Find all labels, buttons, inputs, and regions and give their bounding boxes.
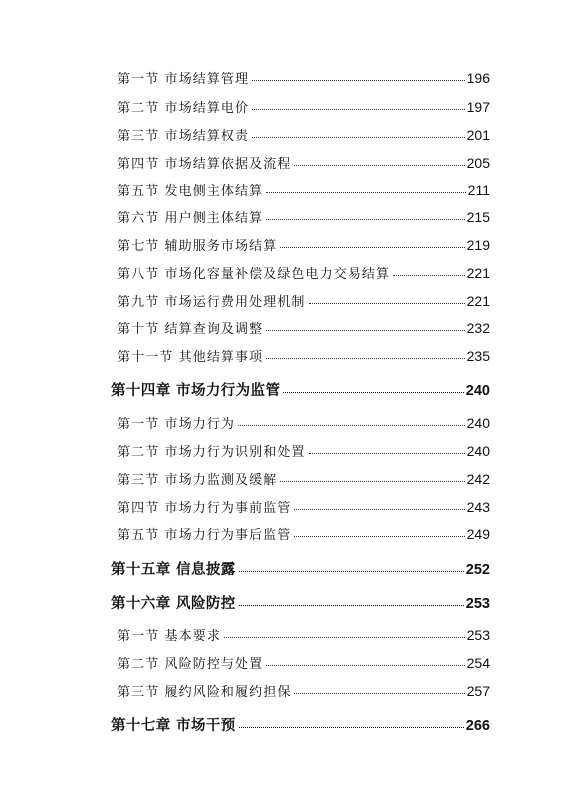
- dot-leader: [266, 330, 464, 331]
- toc-entry-label: 第六节 用户侧主体结算: [117, 211, 264, 226]
- dot-leader: [309, 453, 465, 454]
- toc-entry[interactable]: [117, 346, 490, 365]
- toc-page-number: 253: [466, 627, 490, 643]
- toc-chapter-entry[interactable]: [111, 558, 490, 579]
- toc-page-number: 249: [466, 526, 490, 542]
- toc-page-number: 201: [466, 127, 490, 143]
- toc-entry-label: 第二节 风险防控与处置: [117, 657, 264, 672]
- toc-entry[interactable]: [117, 235, 490, 254]
- toc-entry[interactable]: [117, 180, 490, 199]
- toc-entry-label: 第十一节 其他结算事项: [117, 350, 264, 365]
- toc-entry-label: 第二节 市场力行为识别和处置: [117, 445, 306, 460]
- toc-page-number: 253: [465, 596, 490, 612]
- toc-page-number: 257: [466, 683, 490, 699]
- dot-leader: [252, 137, 465, 138]
- toc-page-number: 215: [466, 209, 490, 225]
- dot-leader: [280, 247, 464, 248]
- toc-entry-label: 第一节 市场结算管理: [117, 72, 250, 87]
- dot-leader: [283, 392, 463, 393]
- toc-entry[interactable]: [117, 441, 490, 460]
- toc-entry[interactable]: [117, 207, 490, 226]
- dot-leader: [266, 219, 464, 220]
- dot-leader: [238, 425, 465, 426]
- dot-leader: [252, 109, 465, 110]
- toc-page-number: 197: [466, 99, 490, 115]
- toc-chapter-entry[interactable]: [111, 714, 490, 735]
- toc-page-number: 205: [466, 155, 490, 171]
- toc-entry[interactable]: [117, 68, 490, 87]
- toc-entry[interactable]: [117, 291, 490, 310]
- toc-page-number: 211: [467, 182, 490, 198]
- toc-page-number: 219: [466, 237, 490, 253]
- toc-entry-label: 第十节 结算查询及调整: [117, 322, 264, 337]
- toc-page-number: 196: [466, 70, 490, 86]
- toc-page-number: 240: [465, 383, 490, 399]
- toc-entry-label: 第四节 市场结算依据及流程: [117, 157, 292, 172]
- toc-entry[interactable]: [117, 653, 490, 672]
- toc-entry-label: 第五节 市场力行为事后监管: [117, 528, 292, 543]
- toc-chapter-entry[interactable]: [111, 379, 490, 400]
- toc-entry-label: 第三节 履约风险和履约担保: [117, 685, 292, 700]
- toc-chapter-label: 第十五章 信息披露: [111, 562, 236, 578]
- toc-entry[interactable]: [117, 497, 490, 516]
- toc-chapter-label: 第十四章 市场力行为监管: [111, 383, 281, 399]
- dot-leader: [294, 536, 464, 537]
- toc-entry[interactable]: [117, 625, 490, 644]
- toc-page-number: 221: [466, 293, 490, 309]
- toc-page-number: 242: [466, 471, 490, 487]
- toc-page-number: 232: [466, 320, 490, 336]
- dot-leader: [309, 303, 465, 304]
- toc-page-number: 221: [466, 265, 490, 281]
- toc-entry-label: 第九节 市场运行费用处理机制: [117, 295, 306, 310]
- toc-page-number: 235: [466, 348, 490, 364]
- dot-leader: [294, 693, 464, 694]
- toc-entry-label: 第三节 市场力监测及缓解: [117, 473, 278, 488]
- toc-page-number: 240: [466, 443, 490, 459]
- toc-entry[interactable]: [117, 153, 490, 172]
- toc-entry-label: 第四节 市场力行为事前监管: [117, 501, 292, 516]
- dot-leader: [239, 605, 464, 606]
- dot-leader: [224, 637, 465, 638]
- dot-leader: [294, 165, 464, 166]
- dot-leader: [239, 571, 464, 572]
- toc-entry-label: 第二节 市场结算电价: [117, 101, 250, 116]
- toc-chapter-label: 第十七章 市场干预: [111, 718, 236, 734]
- dot-leader: [266, 192, 465, 193]
- toc-entry[interactable]: [117, 524, 490, 543]
- toc-entry-label: 第一节 基本要求: [117, 629, 221, 644]
- toc-entry[interactable]: [117, 318, 490, 337]
- toc-page-number: 254: [466, 655, 490, 671]
- toc-entry-label: 第一节 市场力行为: [117, 417, 236, 432]
- toc-entry[interactable]: [117, 97, 490, 116]
- toc-entry[interactable]: [117, 413, 490, 432]
- dot-leader: [294, 509, 464, 510]
- dot-leader: [280, 481, 464, 482]
- toc-entry-label: 第七节 辅助服务市场结算: [117, 239, 278, 254]
- toc-page-number: 243: [466, 499, 490, 515]
- toc-entry[interactable]: [117, 681, 490, 700]
- toc-entry-label: 第八节 市场化容量补偿及绿色电力交易结算: [117, 267, 391, 282]
- toc-entry[interactable]: [117, 469, 490, 488]
- toc-page-number: 240: [466, 415, 490, 431]
- toc-entry[interactable]: [117, 125, 490, 144]
- toc-entry-label: 第五节 发电侧主体结算: [117, 184, 264, 199]
- dot-leader: [266, 665, 464, 666]
- dot-leader: [266, 358, 464, 359]
- dot-leader: [252, 80, 465, 81]
- dot-leader: [393, 275, 465, 276]
- toc-page-number: 252: [465, 562, 490, 578]
- toc-chapter-label: 第十六章 风险防控: [111, 596, 236, 612]
- toc-page-number: 266: [465, 718, 490, 734]
- dot-leader: [239, 727, 464, 728]
- toc-chapter-entry[interactable]: [111, 592, 490, 613]
- toc-entry[interactable]: [117, 263, 490, 282]
- toc-entry-label: 第三节 市场结算权责: [117, 129, 250, 144]
